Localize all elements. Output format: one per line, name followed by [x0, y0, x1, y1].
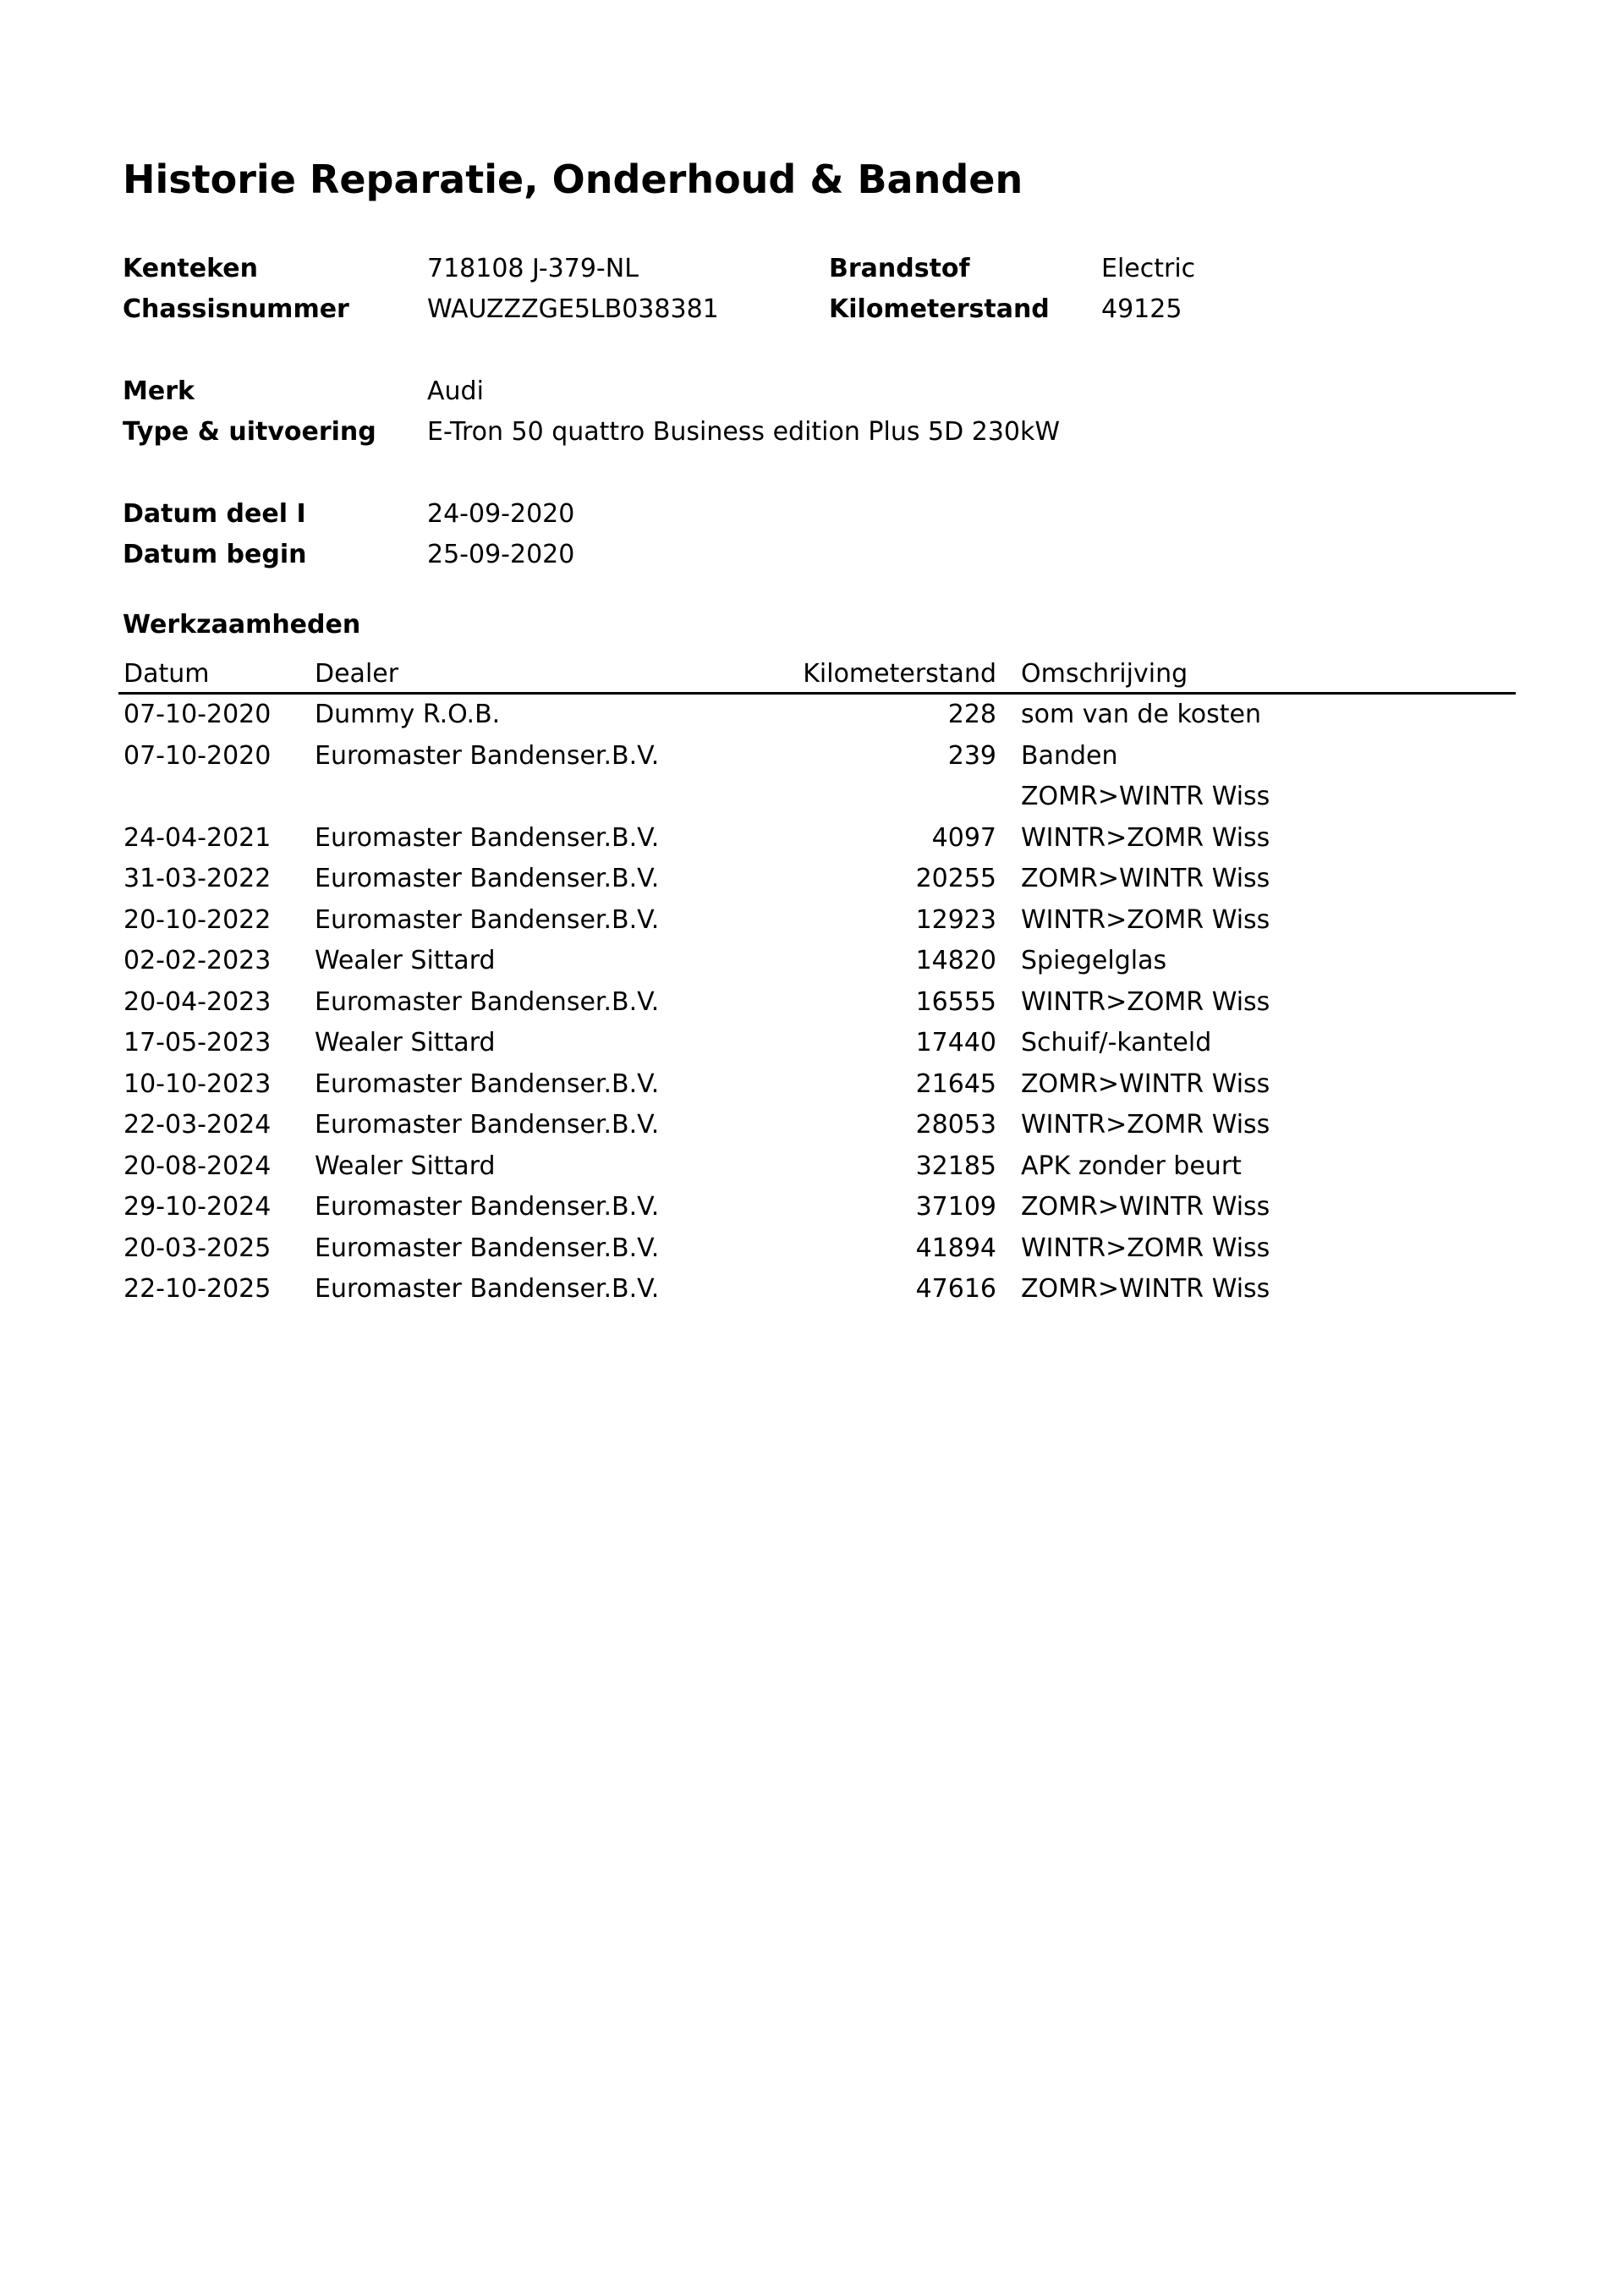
- cell-omschrijving: ZOMR>WINTR Wiss: [1021, 1274, 1270, 1304]
- werkzaamheden-table: [118, 656, 1516, 1310]
- cell-omschrijving: ZOMR>WINTR Wiss: [1021, 782, 1270, 811]
- table-row: [118, 1269, 1516, 1310]
- cell-datum: 31-03-2022: [123, 864, 272, 893]
- table-row: [118, 941, 1516, 982]
- cell-dealer: Euromaster Bandenser.B.V.: [315, 1274, 660, 1304]
- chassis-label: Chassisnummer: [123, 294, 349, 324]
- column-header-kilometerstand: Kilometerstand: [803, 659, 996, 689]
- cell-datum: 29-10-2024: [123, 1192, 272, 1222]
- cell-datum: 17-05-2023: [123, 1028, 272, 1057]
- cell-omschrijving: ZOMR>WINTR Wiss: [1021, 1068, 1270, 1099]
- cell-datum: 20-08-2024: [123, 1151, 272, 1181]
- table-row: [118, 818, 1516, 860]
- datum-begin-label: Datum begin: [123, 540, 307, 569]
- cell-omschrijving: ZOMR>WINTR Wiss: [1021, 1192, 1270, 1222]
- cell-dealer: Wealer Sittard: [315, 946, 496, 975]
- cell-datum: 22-03-2024: [123, 1110, 272, 1140]
- datum-begin-value: 25-09-2020: [427, 540, 575, 569]
- cell-kilometerstand: 14820: [915, 946, 996, 975]
- table-row: [118, 736, 1516, 777]
- cell-dealer: Euromaster Bandenser.B.V.: [315, 1110, 660, 1140]
- datum-deel-label: Datum deel I: [123, 499, 306, 529]
- cell-dealer: Euromaster Bandenser.B.V.: [315, 740, 660, 771]
- cell-datum: 24-04-2021: [123, 822, 272, 853]
- cell-kilometerstand: 21645: [915, 1068, 996, 1099]
- cell-datum: 02-02-2023: [123, 946, 272, 975]
- cell-kilometerstand: 32185: [915, 1151, 996, 1181]
- datum-deel-value: 24-09-2020: [427, 499, 575, 529]
- kilometerstand-label: Kilometerstand: [829, 294, 1050, 324]
- cell-dealer: Wealer Sittard: [315, 1151, 496, 1181]
- cell-omschrijving: WINTR>ZOMR Wiss: [1021, 986, 1270, 1017]
- kilometerstand-value: 49125: [1101, 294, 1182, 324]
- cell-omschrijving: ZOMR>WINTR Wiss: [1021, 864, 1270, 893]
- table-row: [118, 982, 1516, 1024]
- table-row: [118, 1187, 1516, 1228]
- table-row: [118, 695, 1516, 736]
- cell-datum: 07-10-2020: [123, 740, 272, 771]
- cell-omschrijving: som van de kosten: [1021, 700, 1261, 729]
- cell-dealer: Euromaster Bandenser.B.V.: [315, 864, 660, 893]
- brandstof-value: Electric: [1101, 254, 1196, 283]
- table-header: [118, 656, 1516, 695]
- merk-value: Audi: [427, 376, 484, 406]
- cell-kilometerstand: 16555: [915, 986, 996, 1017]
- kenteken-value: 718108 J-379-NL: [427, 254, 639, 283]
- werkzaamheden-title: Werkzaamheden: [123, 610, 361, 640]
- type-label: Type & uitvoering: [123, 417, 376, 447]
- table-row: [118, 900, 1516, 942]
- table-row: [118, 859, 1516, 900]
- cell-dealer: Euromaster Bandenser.B.V.: [315, 1192, 660, 1222]
- table-row: [118, 1105, 1516, 1146]
- cell-omschrijving: WINTR>ZOMR Wiss: [1021, 1233, 1270, 1263]
- kenteken-label: Kenteken: [123, 254, 258, 283]
- cell-omschrijving: WINTR>ZOMR Wiss: [1021, 904, 1270, 935]
- table-row: [118, 1146, 1516, 1188]
- cell-kilometerstand: 17440: [915, 1028, 996, 1057]
- table-row: [118, 1023, 1516, 1064]
- cell-dealer: Euromaster Bandenser.B.V.: [315, 986, 660, 1017]
- table-body: [118, 695, 1516, 1310]
- cell-datum: 20-04-2023: [123, 986, 272, 1017]
- chassis-value: WAUZZZGE5LB038381: [427, 294, 719, 324]
- cell-kilometerstand: 41894: [915, 1233, 996, 1263]
- cell-datum: 20-10-2022: [123, 904, 272, 935]
- table-row: [118, 777, 1516, 818]
- column-header-datum: Datum: [123, 659, 210, 689]
- cell-kilometerstand: 37109: [915, 1192, 996, 1222]
- cell-omschrijving: Schuif/-kanteld: [1021, 1028, 1212, 1057]
- cell-omschrijving: Banden: [1021, 740, 1118, 771]
- cell-datum: 20-03-2025: [123, 1233, 272, 1263]
- cell-dealer: Wealer Sittard: [315, 1028, 496, 1057]
- cell-omschrijving: WINTR>ZOMR Wiss: [1021, 822, 1270, 853]
- cell-omschrijving: WINTR>ZOMR Wiss: [1021, 1110, 1270, 1140]
- cell-omschrijving: Spiegelglas: [1021, 946, 1167, 975]
- page-title: Historie Reparatie, Onderhoud & Banden: [123, 157, 1023, 202]
- cell-kilometerstand: 47616: [915, 1274, 996, 1304]
- cell-dealer: Euromaster Bandenser.B.V.: [315, 904, 660, 935]
- column-header-dealer: Dealer: [315, 659, 399, 689]
- cell-kilometerstand: 28053: [915, 1110, 996, 1140]
- table-row: [118, 1064, 1516, 1106]
- cell-dealer: Dummy R.O.B.: [315, 700, 501, 729]
- cell-datum: 07-10-2020: [123, 700, 272, 729]
- table-row: [118, 1228, 1516, 1270]
- cell-kilometerstand: 20255: [915, 864, 996, 893]
- cell-datum: 10-10-2023: [123, 1068, 272, 1099]
- cell-kilometerstand: 12923: [915, 904, 996, 935]
- cell-dealer: Euromaster Bandenser.B.V.: [315, 822, 660, 853]
- cell-kilometerstand: 239: [947, 740, 996, 771]
- cell-kilometerstand: 228: [947, 700, 996, 729]
- cell-datum: 22-10-2025: [123, 1274, 272, 1304]
- cell-dealer: Euromaster Bandenser.B.V.: [315, 1233, 660, 1263]
- cell-kilometerstand: 4097: [931, 822, 996, 853]
- type-value: E-Tron 50 quattro Business edition Plus 5D 230kW: [427, 417, 1061, 447]
- brandstof-label: Brandstof: [829, 254, 970, 283]
- cell-dealer: Euromaster Bandenser.B.V.: [315, 1068, 660, 1099]
- merk-label: Merk: [123, 376, 195, 406]
- column-header-omschrijving: Omschrijving: [1021, 659, 1188, 689]
- cell-omschrijving: APK zonder beurt: [1021, 1151, 1242, 1181]
